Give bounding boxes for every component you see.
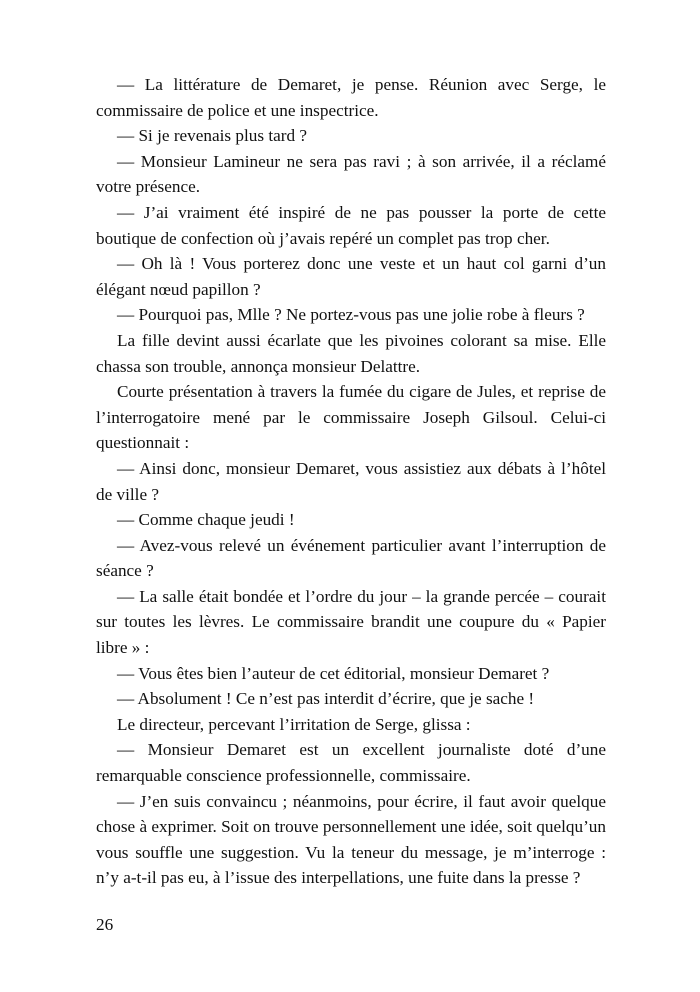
paragraph: — La littérature de Demaret, je pense. Réunion avec Serge, le commissaire de police et une inspectrice. [96, 75, 606, 120]
paragraph: — Pourquoi pas, Mlle ? Ne portez-vous pas une jolie robe à fleurs ? [117, 305, 585, 325]
body-text [96, 72, 606, 891]
paragraph: — Oh là ! Vous porterez donc une veste et un haut col garni d’un élégant nœud papillon ? [96, 254, 606, 299]
paragraph: — J’ai vraiment été inspiré de ne pas pousser la porte de cette boutique de confection où j’avais repéré un complet pas trop cher. [96, 202, 606, 248]
paragraph: — Si je revenais plus tard ? [117, 126, 307, 146]
paragraph: La fille devint aussi écarlate que les pivoines colorant sa mise. Elle chassa son trouble, annonça monsieur Delattre. [96, 330, 606, 376]
paragraph: — J’en suis convaincu ; néanmoins, pour écrire, il faut avoir quelque chose à exprimer. Soit on trouve personnellement une idée, soit quelqu’un vous souffle une suggestion. Vu la teneur du message, je m’interroge : n’y a-t-il pas eu, à l’issue des interpellations, une fuite dans la presse ? [96, 791, 606, 888]
paragraph: Courte présentation à travers la fumée du cigare de Jules, et reprise de l’interrogatoire mené par le commissaire Joseph Gilsoul. Celui-ci questionnait : [96, 382, 606, 453]
paragraph: — Monsieur Demaret est un excellent journaliste doté d’une remarquable conscience professionnelle, commissaire. [96, 740, 606, 786]
paragraph: — Avez-vous relevé un événement particulier avant l’interruption de séance ? [96, 535, 606, 581]
paragraph: — La salle était bondée et l’ordre du jour – la grande percée – courait sur toutes les lèvres. Le commissaire brandit une coupure du « Papier libre » : [96, 586, 606, 658]
page-number: 26 [96, 915, 114, 934]
paragraph: — Absolument ! Ce n’est pas interdit d’écrire, que je sache ! [117, 689, 535, 709]
paragraph: Le directeur, percevant l’irritation de Serge, glissa : [117, 714, 471, 734]
paragraph: — Monsieur Lamineur ne sera pas ravi ; à son arrivée, il a réclamé votre présence. [96, 151, 606, 197]
paragraph: — Vous êtes bien l’auteur de cet éditorial, monsieur Demaret ? [117, 663, 550, 683]
paragraph: — Ainsi donc, monsieur Demaret, vous assistiez aux débats à l’hôtel de ville ? [96, 458, 606, 504]
paragraph: — Comme chaque jeudi ! [117, 510, 295, 530]
